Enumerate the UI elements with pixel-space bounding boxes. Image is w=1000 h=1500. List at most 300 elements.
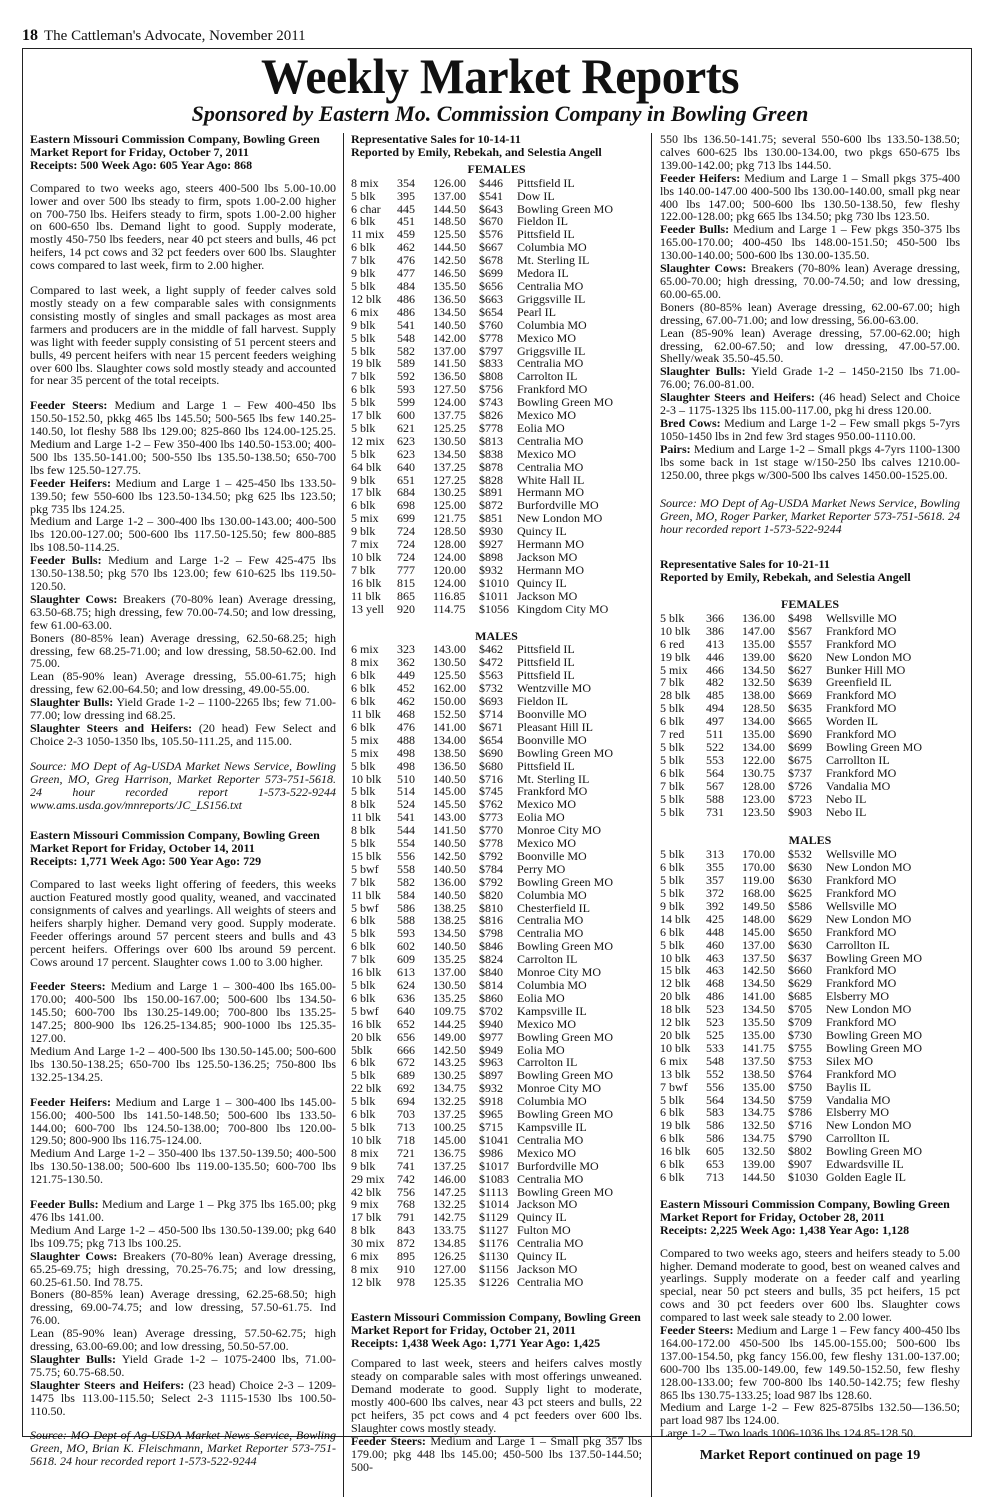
price: 142.50 (433, 1042, 466, 1057)
dollars-per-head: $1129 (479, 1210, 509, 1225)
report-paragraph (660, 443, 960, 482)
location: Quincy IL (517, 1210, 567, 1225)
dollars-per-head: $690 (788, 727, 812, 742)
weight: 541 (397, 810, 415, 825)
paragraph-text: Medium and Large 1 – Few 400-450 lbs 150.50-152.50, pkkg 465 lbs 145.50; 500-565 lbs few 140.25-140.50, lot fleshy 588 lbs 129.00; 825-860 lbs 124.00-125.25. Medium and Large 1-2 – Few 350-400 lbs 140.50-153.00; 400-500 lbs 135.50-141.00; 500-550 lbs 135.50-138.50; 650-700 lbs few 125.50-127.75. (30, 398, 336, 477)
location: Frankford MO (826, 873, 897, 888)
weight: 372 (706, 886, 724, 901)
dollars-per-head: $773 (479, 810, 503, 825)
price: 135.00 (742, 727, 775, 742)
price: 126.00 (433, 175, 466, 190)
dollars-per-head: $846 (479, 939, 503, 954)
price: 137.00 (433, 188, 466, 203)
location: Quincy IL (517, 524, 567, 539)
sales-row (351, 1276, 642, 1289)
location: Quincy IL (517, 1249, 567, 1264)
sales-row (351, 1031, 642, 1044)
location: Carrollton IL (826, 937, 890, 952)
report-heading (351, 133, 642, 159)
head-count: 12 blk (660, 1015, 691, 1030)
location: Centralia MO (517, 1274, 584, 1289)
paragraph-lead: Slaughter Steers and Heifers: (30, 720, 193, 735)
weight: 609 (397, 952, 415, 967)
weight: 640 (397, 1003, 415, 1018)
dollars-per-head: $627 (788, 662, 812, 677)
weight: 582 (397, 343, 415, 358)
price: 143.00 (433, 810, 466, 825)
dollars-per-head: $828 (479, 472, 503, 487)
head-count: 8 mix (351, 1145, 379, 1160)
head-count: 6 blk (351, 1107, 376, 1122)
head-count: 15 blk (660, 963, 691, 978)
sales-row (351, 177, 642, 190)
continued-note: Market Report continued on page 19 (699, 1448, 921, 1464)
sales-row (660, 1081, 960, 1094)
dollars-per-head: $1056 (479, 601, 509, 616)
location: Bowling Green MO (517, 1107, 613, 1122)
weight: 564 (706, 1092, 724, 1107)
dollars-per-head: $1030 (788, 1169, 818, 1184)
price: 119.00 (742, 873, 775, 888)
head-count: 5 blk (660, 791, 685, 806)
head-count: 6 blk (351, 214, 376, 229)
head-count: 11 blk (351, 810, 381, 825)
source-note: Source: MO Dept of Ag-USDA Market News Service, Bowling Green, MO, Greg Harrison, Market Reporter 573-751-5618. 24 hour recorded report 1-573-522-9244 www.ams.usda.gov/mnreports/JC_LS156.txt (30, 758, 336, 812)
weight: 548 (397, 330, 415, 345)
head-count: 11 mix (351, 227, 385, 242)
weight: 486 (397, 304, 415, 319)
location: Frankford MO (826, 924, 897, 939)
price: 145.00 (742, 924, 775, 939)
paragraph-text: 550 lbs 136.50-141.75; several 550-600 lbs 133.50-138.50; calves 600-625 lbs 130.00-134.00, two pkgs 650-675 lbs 139.00-142.00; pkg 713 lbs 144.50. (660, 133, 960, 172)
location: Frankford MO (826, 1066, 897, 1081)
sales-row (351, 564, 642, 577)
head-count: 5blk (351, 1042, 373, 1057)
head-count: 6 red (660, 636, 685, 651)
location: Wellsville MO (826, 610, 897, 625)
heading-line: Representative Sales for 10-21-11 (660, 557, 830, 572)
dollars-per-head: $786 (788, 1105, 812, 1120)
heading-line: Reported by Emily, Rebekah, and Selestia Angell (660, 570, 911, 585)
head-count: 6 blk (351, 498, 376, 513)
paragraph-text: Medium And Large 1-2 – 450-500 lbs 130.50-139.00; pkg 640 lbs 109.75; pkg 713 lbs 100.25. (30, 1222, 336, 1250)
dollars-per-head: $670 (479, 214, 503, 229)
report-paragraph (660, 223, 960, 262)
report-paragraph (30, 477, 336, 516)
price: 127.25 (433, 472, 466, 487)
location: Jackson MO (517, 550, 578, 564)
location: Pittsfield IL (517, 175, 575, 190)
sales-row (351, 1134, 642, 1147)
head-count: 5 mix (351, 511, 379, 526)
weight: 713 (706, 1169, 724, 1184)
report-paragraph (30, 980, 336, 1045)
paragraph-text: Yield Grade 1-2 – 1450-2150 lbs 71.00-76.00; 76.00-81.00. (660, 364, 960, 392)
head-count: 6 blk (351, 719, 376, 734)
price: 124.00 (433, 395, 466, 410)
sales-row (351, 409, 642, 422)
location: Eolia MO (517, 1042, 565, 1057)
price: 134.75 (433, 1081, 466, 1096)
location: Greenfield IL (826, 675, 892, 690)
head-count: 7 blk (351, 369, 376, 384)
price: 145.00 (433, 1132, 466, 1147)
dollars-per-head: $532 (788, 847, 812, 862)
report-paragraph (660, 301, 960, 327)
head-count: 6 blk (660, 860, 685, 875)
price: 123.00 (742, 791, 775, 806)
head-count: 5 blk (351, 1094, 376, 1109)
report-paragraph (660, 1401, 960, 1427)
paragraph-text: Medium and Large 1 – Few pkgs 350-375 lbs 165.00-170.00; 400-450 lbs 148.00-151.50; 450-500 lbs 130.00-140.00; 500-600 lbs 130.00-135.50. (660, 222, 960, 263)
weight: 558 (397, 861, 415, 876)
paragraph-group (30, 284, 336, 387)
head-count: 16 blk (660, 1144, 691, 1159)
location: Pittsfield IL (517, 668, 575, 683)
weight: 564 (706, 765, 724, 780)
dollars-per-head: $663 (479, 291, 503, 306)
weight: 357 (706, 873, 724, 888)
location: Pittsfield IL (517, 758, 575, 773)
location: Carrolton IL (517, 369, 578, 384)
weight: 476 (397, 253, 415, 268)
head-count: 6 blk (351, 694, 376, 709)
weight: 498 (397, 745, 415, 760)
weight: 476 (397, 719, 415, 734)
head-count: 5 bwf (351, 900, 379, 915)
sales-row (660, 625, 960, 638)
dollars-per-head: $903 (788, 804, 812, 819)
location: Centralia MO (517, 433, 584, 448)
dollars-per-head: $898 (479, 550, 503, 564)
head-count: 12 blk (351, 1274, 382, 1289)
weight: 602 (397, 939, 415, 954)
dollars-per-head: $838 (479, 446, 503, 461)
price: 144.25 (433, 1016, 466, 1031)
report-paragraph (660, 391, 960, 417)
dollars-per-head: $699 (788, 739, 812, 754)
weight: 698 (397, 498, 415, 513)
head-count: 64 blk (351, 459, 382, 474)
sales-row (351, 590, 642, 603)
sales-row (351, 876, 642, 889)
weight: 724 (397, 550, 415, 564)
location: Centralia MO (517, 1236, 584, 1251)
report-paragraph (30, 878, 336, 968)
sales-row (660, 900, 960, 913)
head-count: 7 mix (351, 537, 379, 552)
dollars-per-head: $629 (788, 976, 812, 991)
head-count: 10 blk (660, 623, 691, 638)
heading-line: Receipts: 2,225 Week Ago: 1,438 Year Ago: 1,128 (660, 1222, 910, 1237)
location: Columbia MO (517, 317, 587, 332)
price: 130.50 (433, 978, 466, 992)
head-count: 16 blk (351, 1016, 382, 1031)
dollars-per-head: $630 (788, 860, 812, 875)
location: Wentzville MO (517, 681, 592, 696)
location: Columbia MO (517, 240, 587, 255)
location: Centralia MO (517, 459, 584, 474)
dollars-per-head: $654 (479, 304, 503, 319)
location: Eolia MO (517, 990, 565, 1005)
head-count: 5 blk (351, 784, 376, 799)
location: Bowling Green MO (517, 939, 613, 954)
price: 114.75 (433, 601, 466, 616)
head-count: 6 blk (351, 668, 376, 683)
sales-row (351, 1263, 642, 1276)
sales-row (351, 734, 642, 747)
source-note: Source: MO Dept of Ag-USDA Market News Service, Bowling Green, MO, Roger Parker, Market Reporter 573-751-5618. 24 hour recorded report 1-573-522-9244 (660, 496, 960, 537)
price: 125.35 (433, 1274, 466, 1289)
price: 140.50 (433, 771, 466, 786)
report-heading (660, 558, 960, 584)
dollars-per-head: $778 (479, 420, 503, 435)
weight: 651 (397, 472, 415, 487)
dollars-per-head: $760 (479, 317, 503, 332)
dollars-per-head: $797 (479, 343, 503, 358)
column-divider (343, 133, 344, 1497)
heading-line: Market Report for Friday, October 14, 2011 (30, 841, 255, 856)
location: Nebo IL (826, 791, 867, 806)
sales-row (660, 913, 960, 926)
price: 128.50 (433, 524, 466, 539)
dollars-per-head: $1156 (479, 1261, 509, 1276)
weight: 589 (397, 356, 415, 371)
paragraph-lead: Feeder Heifers: (30, 1094, 111, 1109)
paragraph-text: Lean (85-90% lean) Average dressing, 57.00-62.00; high dressing, 62.00-67.50; and low dressing, 47.00-57.00. Shelly/weak 35.50-45.50. (660, 325, 960, 366)
paragraph-text: (20 head) Few Select and Choice 2-3 1050-1350 lbs, 105.50-111.25, and 115.00. (30, 720, 336, 748)
price: 162.00 (433, 681, 466, 696)
paragraph-text: Medium and Large 1-2 – Small pkgs 4-7yrs 1100-1300 lbs some back in 1st stage w/150-250 lbs calves 1210.00-1250.00, three pkgs w/300-500 lbs calves 1450.00-1525.00. (660, 441, 960, 482)
paragraph-lead: Slaughter Bulls: (30, 1351, 116, 1366)
location: Jackson MO (517, 1261, 578, 1276)
location: Elsberry MO (826, 1105, 889, 1120)
location: Bowling Green MO (826, 739, 922, 754)
sales-row (351, 1160, 642, 1173)
location: Boonville MO (517, 706, 587, 721)
males-heading: MALES (475, 628, 518, 643)
price: 142.50 (433, 848, 466, 863)
sales-row (351, 863, 642, 876)
head-count: 20 blk (660, 1028, 691, 1042)
weight: 466 (706, 662, 724, 677)
paragraph-text: Medium And Large 1-2 – 400-500 lbs 130.50-145.00; 500-600 lbs 130.50-138.25; 650-700 lbs 125.50-136.25; 750-800 lbs 132.25-134.25. (30, 1044, 336, 1084)
location: Hermann MO (517, 562, 584, 577)
report-paragraph (30, 1288, 336, 1327)
location: Perry MO (517, 861, 566, 876)
price: 140.50 (433, 887, 466, 902)
location: Pearl IL (517, 304, 556, 319)
weight: 548 (706, 1053, 724, 1068)
sales-row (660, 754, 960, 767)
dollars-per-head: $824 (479, 952, 503, 967)
location: Bowling Green MO (517, 1184, 613, 1199)
head-count: 9 blk (351, 472, 376, 487)
dollars-per-head: $732 (479, 681, 503, 696)
price: 130.50 (433, 655, 466, 670)
location: Eolia MO (517, 810, 565, 825)
dollars-per-head: $630 (788, 937, 812, 952)
price: 137.25 (433, 459, 466, 474)
dollars-per-head: $716 (788, 1118, 812, 1133)
weight: 768 (397, 1197, 415, 1212)
price: 136.00 (742, 610, 775, 625)
location: Wellsville MO (826, 898, 897, 913)
head-count: 8 blk (351, 797, 376, 812)
head-count: 11 blk (351, 887, 381, 902)
paragraph-text: Medium and Large 1 – Small pkgs 375-400 lbs 140.00-147.00 400-500 lbs 130.00-140.00, small pkg near 400 lbs 147.00; 500-600 lbs 130.50-138.50, few fleshy 122.00-128.00; pkg 665 lbs 134.50; pkg 730 lbs 123.50. (660, 170, 960, 224)
head-count: 10 blk (351, 1132, 382, 1147)
head-count: 5 blk (351, 1119, 376, 1134)
weight: 552 (706, 1066, 724, 1081)
price: 132.25 (433, 1094, 466, 1109)
price: 141.50 (433, 356, 466, 371)
sales-row (351, 306, 642, 319)
weight: 895 (397, 1249, 415, 1264)
dollars-per-head: $810 (479, 900, 503, 915)
location: Carrollton IL (826, 1131, 890, 1146)
head-count: 7 blk (351, 562, 376, 577)
dollars-per-head: $699 (479, 266, 503, 281)
dollars-per-head: $798 (479, 926, 503, 941)
dollars-per-head: $576 (479, 227, 503, 242)
report-heading (660, 1198, 960, 1237)
location: Vandalia MO (826, 778, 891, 793)
price: 138.50 (742, 1066, 775, 1081)
head-count: 16 blk (351, 965, 382, 980)
price: 100.25 (433, 1119, 466, 1134)
head-count: 10 blk (351, 550, 382, 564)
head-count: 7 blk (660, 675, 685, 690)
price: 143.00 (433, 642, 466, 657)
paragraph-lead: Feeder Heifers: (660, 170, 741, 185)
head-count: 6 blk (660, 1157, 685, 1172)
paragraph-text: Large 1-2 – Two loads 1006-1036 lbs 124.85-128.50. (660, 1426, 917, 1441)
price: 147.25 (433, 1184, 466, 1199)
head-count: 29 mix (351, 1171, 385, 1186)
price: 136.50 (433, 758, 466, 773)
location: Mexico MO (517, 797, 576, 812)
weight: 514 (397, 784, 415, 799)
dollars-per-head: $737 (788, 765, 812, 780)
paragraph-group (660, 133, 960, 481)
dollars-per-head: $498 (788, 610, 812, 625)
location: Silex MO (826, 1053, 874, 1068)
column-1 (30, 133, 336, 1498)
location: Frankford MO (826, 765, 897, 780)
weight: 593 (397, 382, 415, 397)
report-paragraph (30, 1379, 336, 1418)
weight: 624 (397, 978, 415, 992)
weight: 588 (397, 913, 415, 928)
weight: 477 (397, 266, 415, 281)
dollars-per-head: $462 (479, 642, 503, 657)
dollars-per-head: $770 (479, 823, 503, 838)
paragraph-text: Medium and Large 1 – Pkg 375 lbs 165.00; pkg 476 lbs 141.00. (30, 1197, 336, 1224)
dollars-per-head: $977 (479, 1029, 503, 1044)
price: 141.75 (742, 1040, 775, 1055)
head-count: 6 mix (351, 1249, 379, 1264)
weight: 556 (706, 1079, 724, 1094)
sales-row (660, 780, 960, 793)
location: Bowling Green MO (517, 1068, 613, 1083)
dollars-per-head: $702 (479, 1003, 503, 1018)
dollars-per-head: $826 (479, 408, 503, 423)
report-paragraph (30, 1198, 336, 1224)
location: New London MO (826, 1118, 912, 1133)
sales-table (660, 612, 960, 819)
location: Frankford MO (826, 976, 897, 991)
heading-line: Receipts: 1,771 Week Ago: 500 Year Ago: 729 (30, 854, 262, 869)
head-count: 5 blk (660, 701, 685, 716)
weight: 872 (397, 1236, 415, 1251)
dollars-per-head: $932 (479, 1081, 503, 1096)
weight: 486 (397, 291, 415, 306)
sales-row (351, 461, 642, 474)
location: White Hall IL (517, 472, 585, 487)
location: Dow IL (517, 188, 555, 203)
location: Pittsfield IL (517, 642, 575, 657)
price: 142.00 (433, 330, 466, 345)
sales-row (351, 708, 642, 721)
weight: 586 (706, 1118, 724, 1133)
weight: 452 (397, 681, 415, 696)
location: Monroe City MO (517, 965, 601, 980)
dollars-per-head: $1014 (479, 1197, 509, 1212)
head-count: 6 blk (660, 1105, 685, 1120)
sales-row (351, 979, 642, 992)
price: 135.00 (742, 1079, 775, 1094)
sales-row (351, 422, 642, 435)
head-count: 6 blk (660, 714, 685, 729)
price: 137.75 (433, 408, 466, 423)
head-count: 5 mix (351, 745, 379, 760)
paragraph-text: Medium and Large 1-2 – Few small pkgs 5-7yrs 1050-1450 lbs in 2nd few 3rd stages 950.00-1110.00. (660, 415, 960, 443)
sales-row (660, 1029, 960, 1042)
head-count: 5 bwf (351, 861, 379, 876)
paragraph-text: Compared to last weeks light offering of feeders, this weeks auction Featured mostly good quality, weaned, and vaccinated consignments of calves and yearlings. All weights of steers and heifers sharply higher. Demand very good. Supply moderate. Feeder offerings around 57 percent steers and bulls and 43 percent heifers. Offerings over 600 lbs around 59 percent. Cows around 17 percent. Slaughter cows 1.00 to 3.00 higher. (30, 877, 336, 969)
head-count: 12 blk (351, 291, 382, 306)
sales-row (351, 992, 642, 1005)
page-number: 18 (22, 27, 38, 44)
dollars-per-head: $930 (479, 524, 503, 539)
price: 127.50 (433, 382, 466, 397)
price: 133.75 (433, 1223, 466, 1238)
dollars-per-head: $927 (479, 537, 503, 552)
weight: 621 (397, 420, 415, 435)
paragraph-text: Yield Grade 1-2 – 1100-2265 lbs; few 71.00-77.00; low dressing ind 68.25. (30, 695, 336, 723)
price: 138.25 (433, 913, 466, 928)
report-paragraph (30, 1096, 336, 1148)
weight: 541 (397, 317, 415, 332)
dollars-per-head: $802 (788, 1144, 812, 1159)
dollars-per-head: $625 (788, 886, 812, 901)
paragraph-text: Compared to two weeks ago, steers 400-500 lbs 5.00-10.00 lower and over 500 lbs steady to firm, spots 1.00-2.00 higher on 700-750 lbs. Heifers steady to firm, spots 1.00-2.00 higher on 600-650 lbs. Demand light to good. Supply moderate, mostly 450-750 lbs feeders, near 40 pct steers and bulls, 46 pct heifers, 14 pct cows and 32 pct feeders over 600 lbs. Slaughter cows compared to last week, firm to 2.00 higher. (30, 180, 336, 273)
price: 145.50 (433, 797, 466, 812)
paragraph-text: Medium and Large 1 – Few fancy 400-450 lbs 164.00-172.00 450-500 lbs 145.00-155.00; 500-600 lbs 137.00-154.50, pkg fancy 156.00, few fleshy 131.00-137.00; 600-700 lbs 135.00-149.00, few 149.50-152.50, few fleshy 128.00-133.00; few 700-800 lbs 140.50-142.75; few fleshy 865 lbs 130.75-133.25; load 987 lbs 128.60. (660, 1323, 960, 1402)
price: 135.25 (433, 990, 466, 1005)
price: 146.50 (433, 266, 466, 281)
weight: 586 (397, 900, 415, 915)
report-paragraph (660, 365, 960, 391)
weight: 462 (397, 694, 415, 709)
head-count: 9 blk (351, 1158, 376, 1173)
weight: 653 (706, 1157, 724, 1172)
dollars-per-head: $669 (788, 688, 812, 703)
price: 144.50 (433, 240, 466, 255)
price: 138.25 (433, 900, 466, 915)
dollars-per-head: $715 (479, 1119, 503, 1134)
